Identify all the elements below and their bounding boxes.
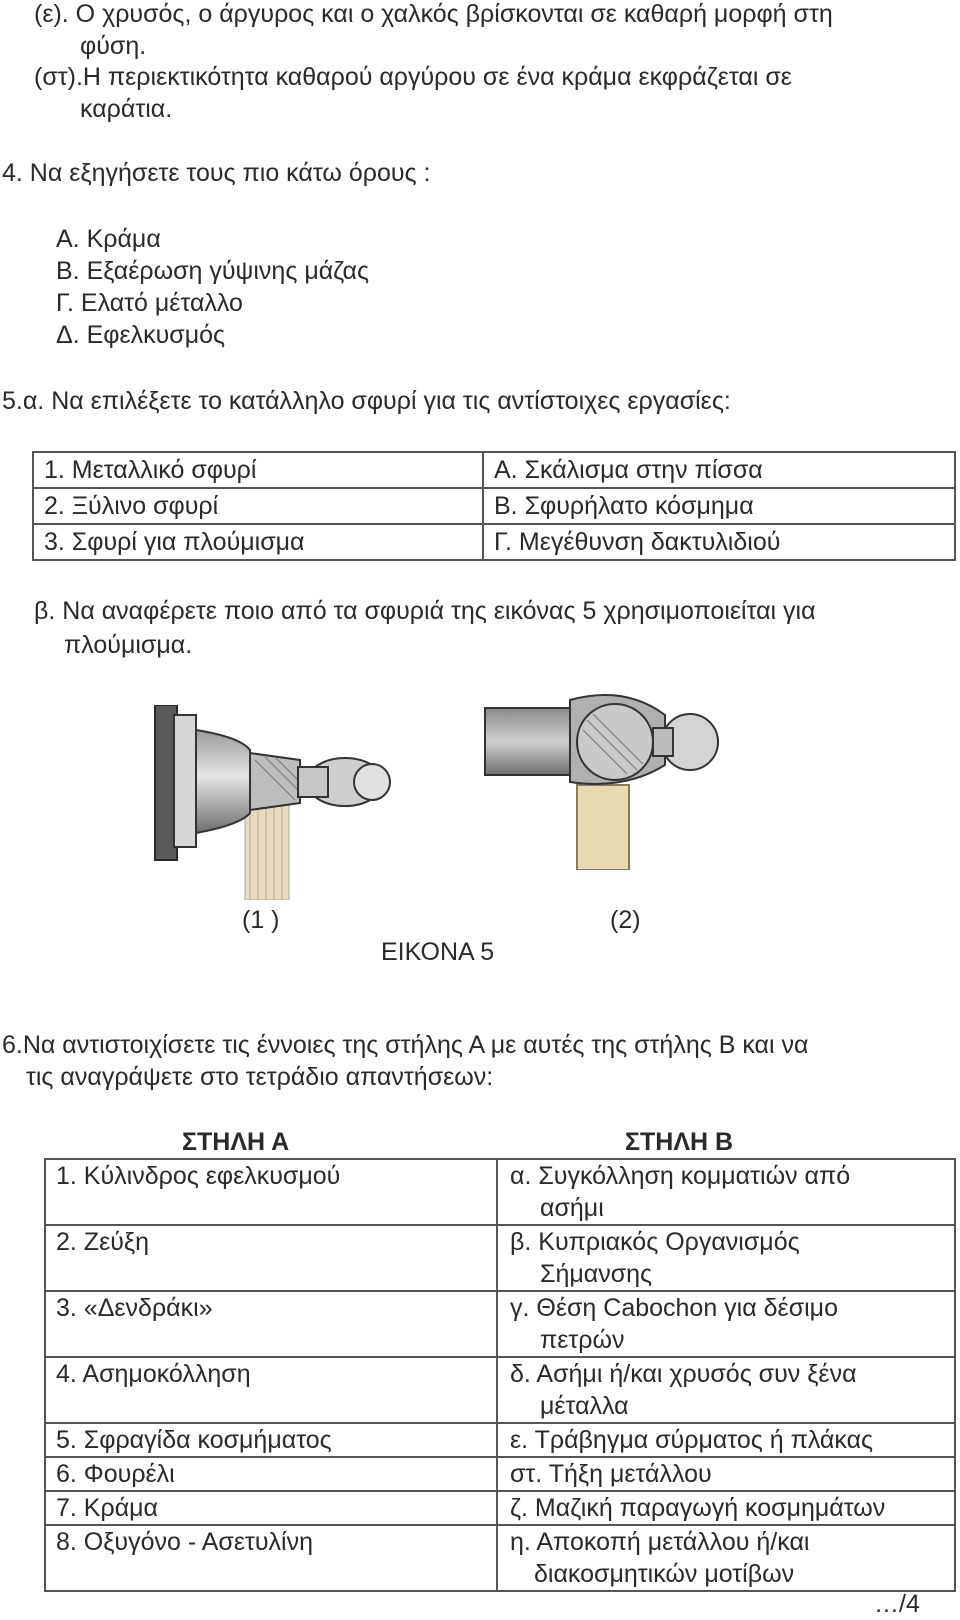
- hammer-2-image: [475, 690, 735, 870]
- q5-hammer-table: [32, 451, 956, 561]
- figure-label-2: (2): [610, 906, 641, 934]
- column-a-item: 5. Σφραγίδα κοσμήματος: [45, 1423, 497, 1457]
- q4-title: 4. Να εξηγήσετε τους πιο κάτω όρους :: [2, 159, 431, 187]
- column-b-text-cont: διακοσμητικών μοτίβων: [534, 1560, 795, 1588]
- q3-st-line1: (στ).Η περιεκτικότητα καθαρού αργύρου σε ένα κράμα εκφράζεται σε: [34, 63, 792, 91]
- q4-item-a: Α. Κράμα: [56, 225, 161, 253]
- column-b-text: γ. Θέση Cabochon για δέσιμο: [510, 1294, 838, 1322]
- column-b-item: [497, 1159, 955, 1225]
- q5-right-3: Γ. Μεγέθυνση δακτυλιδιού: [483, 524, 955, 560]
- q5-right-2: Β. Σφυρήλατο κόσμημα: [483, 488, 955, 524]
- column-b-text-cont: μέταλλα: [540, 1392, 629, 1420]
- q3-e-line1: (ε). Ο χρυσός, ο άργυρος και ο χαλκός βρίσκονται σε καθαρή μορφή στη: [34, 0, 833, 28]
- column-a-item: 8. Οξυγόνο - Ασετυλίνη: [45, 1525, 497, 1591]
- table-row: [45, 1225, 955, 1291]
- table-row: [45, 1357, 955, 1423]
- column-b-text-cont: ασήμι: [540, 1194, 604, 1222]
- q5-left-1: 1. Μεταλλικό σφυρί: [33, 452, 483, 488]
- q4-item-c: Γ. Ελατό μέταλλο: [56, 289, 243, 317]
- column-b-item: ζ. Μαζική παραγωγή κοσμημάτων: [497, 1491, 955, 1525]
- q5a-title: 5.α. Να επιλέξετε το κατάλληλο σφυρί για τις αντίστοιχες εργασίες:: [2, 387, 731, 415]
- column-b-item: [497, 1357, 955, 1423]
- column-b-text: δ. Ασήμι ή/και χρυσός συν ξένα: [510, 1360, 857, 1388]
- column-a-item: 1. Κύλινδρος εφελκυσμού: [45, 1159, 497, 1225]
- table-row: [33, 524, 955, 560]
- column-b-item: ε. Τράβηγμα σύρματος ή πλάκας: [497, 1423, 955, 1457]
- q3-e-line2: φύση.: [80, 32, 147, 60]
- table-row: [45, 1159, 955, 1225]
- column-b-item: στ. Τήξη μετάλλου: [497, 1457, 955, 1491]
- q5-left-2: 2. Ξύλινο σφυρί: [33, 488, 483, 524]
- q4-item-b: Β. Εξαέρωση γύψινης μάζας: [56, 257, 370, 285]
- figure-label-1: (1 ): [242, 906, 280, 934]
- column-a-item: 4. Ασημοκόλληση: [45, 1357, 497, 1423]
- column-b-item: [497, 1225, 955, 1291]
- score-marker: …/4: [874, 1590, 920, 1618]
- q3-st-line2: καράτια.: [80, 95, 173, 123]
- table-row: [45, 1291, 955, 1357]
- column-a-item: 6. Φουρέλι: [45, 1457, 497, 1491]
- column-b-text: β. Κυπριακός Οργανισμός: [510, 1228, 800, 1256]
- table-row: [45, 1423, 955, 1457]
- table-row: [45, 1457, 955, 1491]
- q4-item-d: Δ. Εφελκυσμός: [56, 321, 226, 349]
- column-b-item: [497, 1291, 955, 1357]
- column-b-header: ΣΤΗΛΗ Β: [625, 1128, 734, 1156]
- column-a-item: 7. Κράμα: [45, 1491, 497, 1525]
- column-a-header: ΣΤΗΛΗ Α: [182, 1128, 290, 1156]
- table-row: [33, 488, 955, 524]
- q6-line1: 6.Να αντιστοιχίσετε τις έννοιες της στήλης Α με αυτές της στήλης Β και να: [2, 1031, 809, 1059]
- column-a-item: 2. Ζεύξη: [45, 1225, 497, 1291]
- column-b-item: [497, 1525, 955, 1591]
- figure-caption: ΕΙΚΟΝΑ 5: [381, 938, 495, 966]
- table-row: [45, 1525, 955, 1591]
- table-row: [33, 452, 955, 488]
- q6-matching-table: [44, 1158, 956, 1592]
- column-b-text-cont: Σήμανσης: [540, 1260, 653, 1288]
- column-b-text: α. Συγκόλληση κομματιών από: [510, 1162, 851, 1190]
- column-a-item: 3. «Δενδράκι»: [45, 1291, 497, 1357]
- hammer-1-image: [150, 705, 410, 900]
- column-b-text: η. Αποκοπή μετάλλου ή/και: [510, 1528, 810, 1556]
- q5-right-1: Α. Σκάλισμα στην πίσσα: [483, 452, 955, 488]
- column-b-text-cont: πετρών: [540, 1326, 625, 1354]
- q5b-line1: β. Να αναφέρετε ποιο από τα σφυριά της εικόνας 5 χρησιμοποιείται για: [34, 597, 816, 625]
- q5b-line2: πλούμισμα.: [64, 631, 193, 659]
- table-row: [45, 1491, 955, 1525]
- q5-left-3: 3. Σφυρί για πλούμισμα: [33, 524, 483, 560]
- q6-line2: τις αναγράψετε στο τετράδιο απαντήσεων:: [26, 1063, 494, 1091]
